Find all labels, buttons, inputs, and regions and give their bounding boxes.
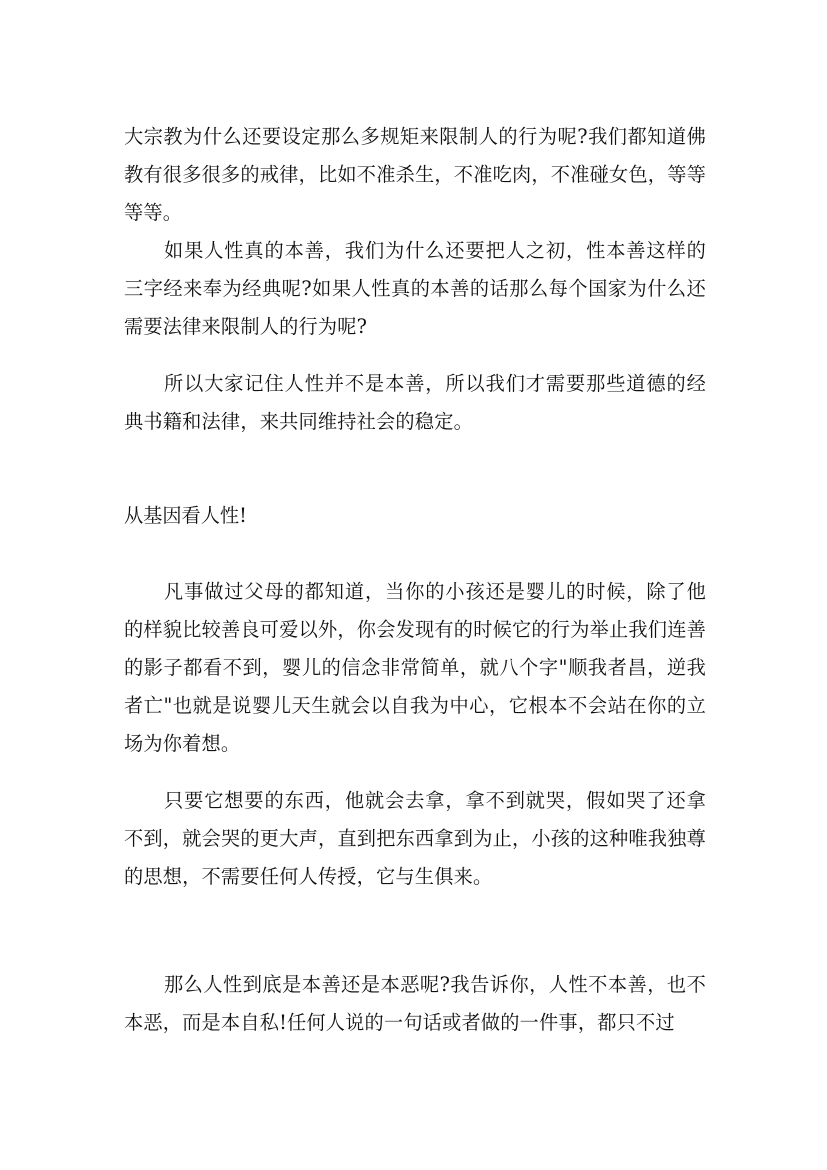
paragraph-parents-infant: 凡事做过父母的都知道，当你的小孩还是婴儿的时候，除了他的样貌比较善良可爱以外，你会发现有的时候它的行为举止我们连善的影子都看不到，婴儿的信念非常简单，就八个字"顺我者昌，逆我者亡"也就是说婴儿天生就会以自我为中心，它根本不会站在你的立场为你着想。	[124, 580, 706, 755]
paragraph-selfish-nature: 那么人性到底是本善还是本恶呢?我告诉你，人性不本善，也不本恶，而是本自私!任何人说的一句话或者做的一件事，都只不过	[124, 973, 706, 1034]
section-heading: 从基因看人性!	[124, 504, 247, 527]
paragraph-remember-nature: 所以大家记住人性并不是本善，所以我们才需要那些道德的经典书籍和法律，来共同维持社会的稳定。	[124, 372, 706, 433]
paragraph-religious-rules: 大宗教为什么还要设定那么多规矩来限制人的行为呢?我们都知道佛教有很多很多的戒律，比如不准杀生，不准吃肉，不准碰女色，等等等等。	[124, 125, 706, 224]
paragraph-child-wants: 只要它想要的东西，他就会去拿，拿不到就哭，假如哭了还拿不到，就会哭的更大声，直到把东西拿到为止，小孩的这种唯我独尊的思想，不需要任何人传授，它与生俱来。	[124, 789, 706, 888]
paragraph-human-nature-good: 如果人性真的本善，我们为什么还要把人之初，性本善这样的三字经来奉为经典呢?如果人性真的本善的话那么每个国家为什么还需要法律来限制人的行为呢?	[124, 239, 706, 338]
